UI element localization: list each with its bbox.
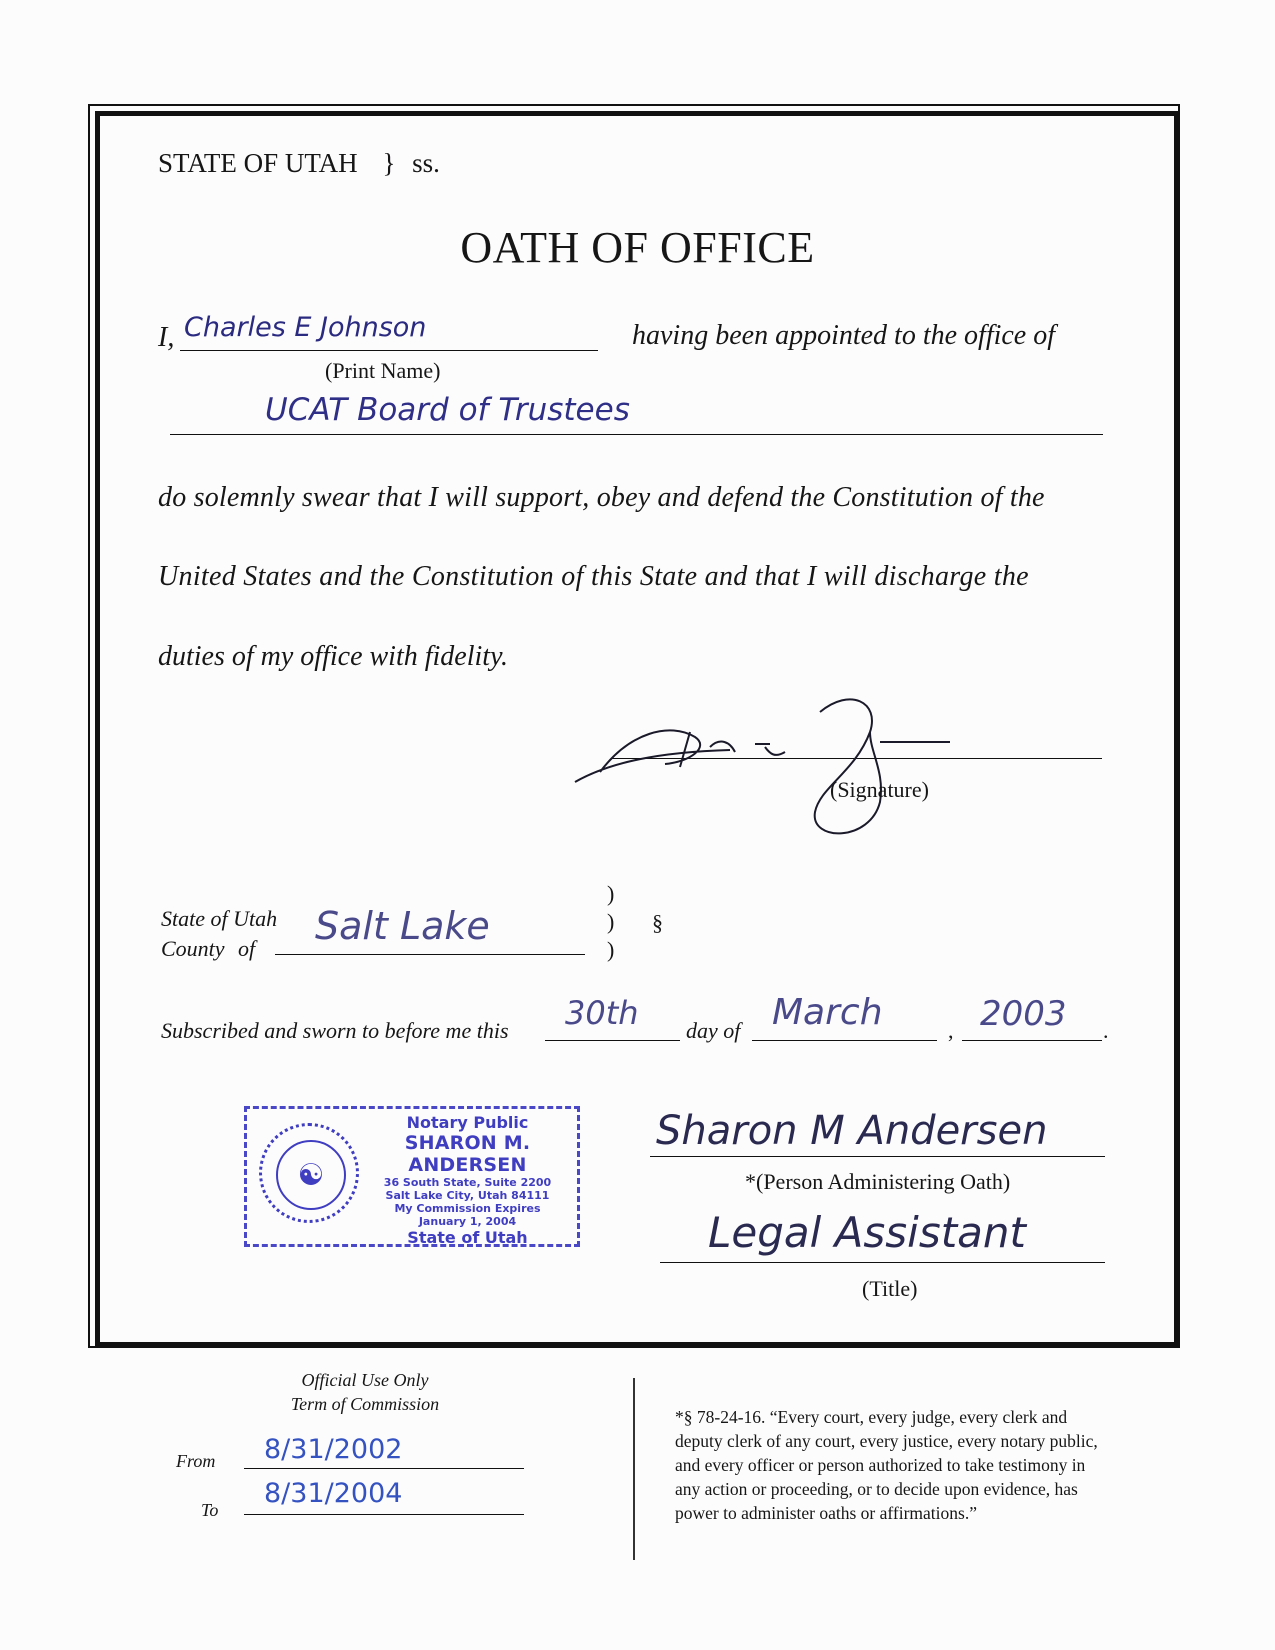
official-use-heading-2: Term of Commission [290,1394,440,1414]
from-label: From [176,1451,216,1471]
footnote-line-1: *§ 78-24-16. “Every court, every judge, every clerk and [675,1407,1068,1427]
jurat-parens [607,880,614,964]
office-value: UCAT Board of Trustees [265,392,630,428]
state-seal [259,1123,359,1223]
footnote-line-4: any action or proceeding, or to decide upon evidence, has [675,1479,1078,1499]
stamp-line-5: My Commission Expires [394,1202,541,1215]
month-value: March [772,992,883,1033]
administrator-signature-value: Sharon M Andersen [656,1108,1048,1154]
date-period: . [1103,1018,1109,1043]
ss-label: ss. [412,148,440,178]
administrator-title-value: Legal Assistant [708,1208,1026,1257]
stamp-line-6: January 1, 2004 [418,1215,517,1228]
oath-body-line-3: duties of my office with fidelity. [158,641,508,672]
office-field[interactable] [170,392,1103,435]
administrator-signature-field[interactable] [650,1108,1105,1157]
statute-footnote [675,1405,1098,1525]
state-of-utah-label: State of Utah [161,906,278,931]
to-field[interactable] [244,1480,524,1515]
notary-stamp [244,1106,580,1247]
county-of-label: County of [161,936,256,961]
document-title: OATH OF OFFICE [460,223,815,272]
pronoun: I, [158,322,175,353]
day-field[interactable] [545,994,680,1041]
county-value: Salt Lake [315,904,490,948]
oath-body-line-1: do solemnly swear that I will support, obey and defend the Constitution of the [158,482,1045,513]
from-value: 8/31/2002 [264,1434,403,1465]
stamp-text-block [365,1113,570,1247]
print-name-caption: (Print Name) [325,358,441,383]
print-name-field[interactable] [180,308,598,351]
day-value: 30th [565,994,639,1032]
paren-2: ) [607,909,615,934]
footnote-line-2: deputy clerk of any court, every justice, every notary public, [675,1431,1098,1451]
stamp-line-1: Notary Public [406,1113,529,1132]
sworn-text: Subscribed and sworn to before me this [161,1018,509,1043]
paren-1: ) [607,881,615,906]
title-caption: (Title) [862,1276,918,1301]
footnote-line-5: power to administer oaths or affirmations.” [675,1503,977,1523]
footnote-line-3: and every officer or person authorized to take testimony in [675,1455,1086,1475]
signature-caption: (Signature) [830,777,929,802]
from-field[interactable] [244,1434,524,1469]
seal-emblem-icon: ☯ [276,1140,346,1210]
stamp-line-4: Salt Lake City, Utah 84111 [385,1189,550,1202]
year-field[interactable] [962,994,1102,1041]
section-mark: § [652,910,663,935]
footer-divider [633,1378,635,1560]
stamp-line-3: 36 South State, Suite 2200 [383,1176,552,1189]
day-of-label: day of [686,1018,741,1043]
to-label: To [201,1500,219,1520]
print-name-value: Charles E Johnson [184,312,427,343]
state-caption-text: STATE OF UTAH [158,148,358,178]
paren-3: ) [607,937,615,962]
official-use-heading [240,1368,490,1416]
to-value: 8/31/2004 [264,1478,403,1509]
state-brace: } [382,148,396,178]
signature-scribble [570,692,1050,852]
stamp-line-7: State of Utah [407,1228,528,1247]
oath-body-line-2: United States and the Constitution of this State and that I will discharge the [158,561,1029,592]
administrator-caption: *(Person Administering Oath) [745,1169,1011,1194]
date-comma: , [948,1018,954,1043]
official-use-heading-1: Official Use Only [301,1370,429,1390]
title-field[interactable] [660,1208,1105,1263]
appointed-text: having been appointed to the office of [632,320,1056,351]
stamp-line-2: SHARON M. ANDERSEN [404,1132,531,1176]
county-field[interactable] [275,904,585,955]
month-field[interactable] [752,992,937,1041]
state-caption [158,148,440,179]
year-value: 2003 [980,994,1067,1034]
